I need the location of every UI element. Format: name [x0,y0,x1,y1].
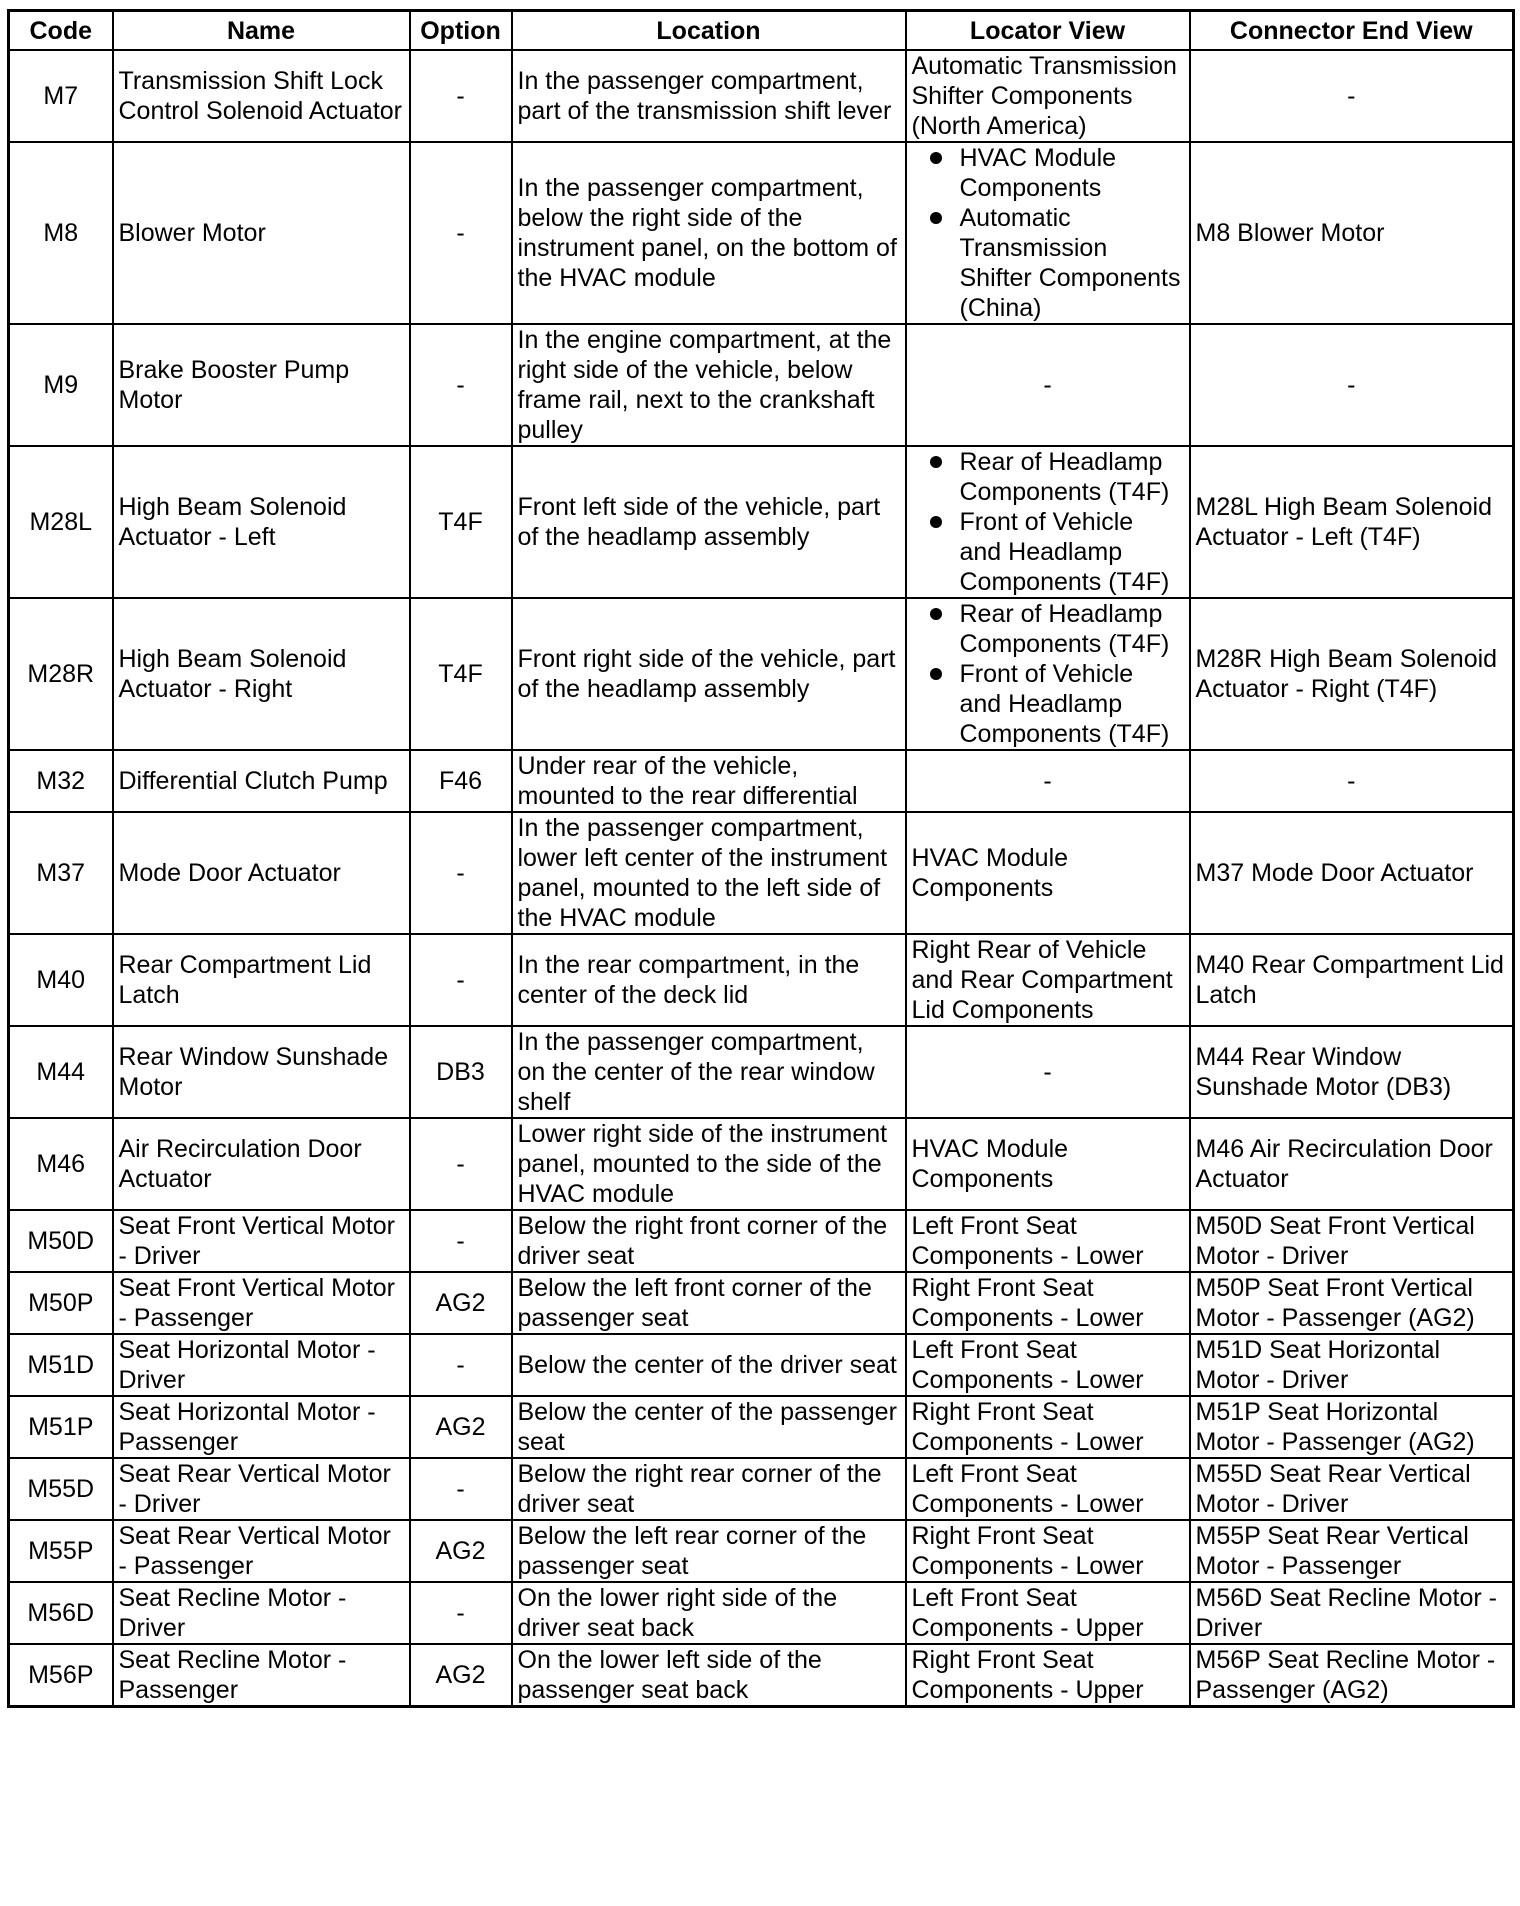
cell-locator-view [906,1118,1190,1210]
cell-option: - [410,1210,512,1272]
cell-locator-view [906,50,1190,142]
table-row [9,934,1514,1026]
location-line: Below the right rear corner of the [517,1460,882,1488]
location-line: Front left side of the vehicle, part [517,493,881,521]
cell-connector-end-view [1190,1334,1514,1396]
cell-connector-end-view [1190,50,1514,142]
cell-name [113,50,410,142]
cell-connector-end-view [1190,1272,1514,1334]
connector-line: M46 Air Recirculation Door [1195,1135,1493,1163]
connector-line: M55P Seat Rear Vertical [1195,1522,1469,1550]
name-line: Seat Horizontal Motor - [118,1398,376,1426]
cell-name [113,598,410,750]
connector-line: M55D Seat Rear Vertical [1195,1460,1471,1488]
connector-line: Actuator [1195,1165,1289,1193]
name-line: High Beam Solenoid [118,493,347,521]
location-line: On the lower right side of the [517,1584,838,1612]
col-header-connector-end-view: Connector End View [1190,11,1514,51]
connector-line: M50D Seat Front Vertical [1195,1212,1475,1240]
cell-location [512,598,906,750]
locator-line: and Headlamp [959,690,1123,718]
cell-code: M40 [9,934,113,1026]
cell-locator-view [906,1026,1190,1118]
locator-bullet-item [960,447,1184,507]
location-line: seat [517,1428,565,1456]
cell-connector-end-view [1190,934,1514,1026]
connector-line: M28R High Beam Solenoid [1195,645,1498,673]
name-line: Rear Window Sunshade [118,1043,389,1071]
locator-line: Front of Vehicle [959,508,1134,536]
locator-line: Right Rear of Vehicle [911,936,1147,964]
location-line: of the headlamp assembly [517,675,810,703]
cell-connector-end-view [1190,1458,1514,1520]
cell-locator-view [906,142,1190,324]
connector-line: Motor - Driver [1195,1242,1349,1270]
cell-location [512,324,906,446]
locator-line: Components - Lower [911,1366,1144,1394]
cell-location [512,50,906,142]
locator-line: Right Front Seat [911,1398,1094,1426]
connector-line: - [1347,371,1356,399]
table-row [9,812,1514,934]
name-line: Seat Recline Motor - [118,1584,347,1612]
connector-line: Latch [1195,981,1257,1009]
locator-line: - [1043,1058,1052,1086]
cell-code: M44 [9,1026,113,1118]
locator-bullet-list [912,143,1184,323]
table-row [9,598,1514,750]
name-line: High Beam Solenoid [118,645,347,673]
connector-line: M8 Blower Motor [1195,219,1385,247]
cell-connector-end-view [1190,446,1514,598]
location-line: passenger seat [517,1304,689,1332]
cell-name [113,1396,410,1458]
cell-location [512,812,906,934]
locator-line: Left Front Seat [911,1336,1077,1364]
location-line: driver seat [517,1490,635,1518]
cell-code: M55D [9,1458,113,1520]
name-line: - Driver [118,1490,201,1518]
cell-name [113,812,410,934]
cell-location [512,1582,906,1644]
name-line: Differential Clutch Pump [118,767,388,795]
connector-line: Passenger (AG2) [1195,1676,1389,1704]
connector-line: Motor - Passenger (AG2) [1195,1304,1475,1332]
location-line: right side of the vehicle, below [517,356,853,384]
locator-line: Right Front Seat [911,1274,1094,1302]
cell-code: M8 [9,142,113,324]
connector-line: Motor - Driver [1195,1366,1349,1394]
location-line: instrument panel, on the bottom of [517,234,897,262]
name-line: Actuator - Left [118,523,276,551]
cell-name [113,446,410,598]
cell-code: M55P [9,1520,113,1582]
name-line: Passenger [118,1676,239,1704]
location-line: pulley [517,416,583,444]
name-line: Transmission Shift Lock [118,67,383,95]
locator-line: - [1043,371,1052,399]
connector-line: M56P Seat Recline Motor - [1195,1646,1496,1674]
name-line: Driver [118,1614,186,1642]
locator-line: Components (T4F) [959,478,1170,506]
cell-option: - [410,142,512,324]
locator-line: Shifter Components [959,264,1181,292]
col-header-option: Option [410,11,512,51]
connector-line: M40 Rear Compartment Lid [1195,951,1504,979]
locator-line: - [1043,767,1052,795]
connector-line: Motor - Passenger [1195,1552,1402,1580]
cell-connector-end-view [1190,142,1514,324]
locator-line: Rear of Headlamp [959,600,1163,628]
locator-line: HVAC Module [959,144,1117,172]
component-locator-table [7,9,1515,1708]
name-line: Seat Rear Vertical Motor [118,1460,391,1488]
cell-locator-view [906,1644,1190,1707]
cell-location [512,1026,906,1118]
cell-location [512,1118,906,1210]
locator-line: Components - Lower [911,1428,1144,1456]
cell-option: - [410,1582,512,1644]
connector-line: - [1347,82,1356,110]
cell-code: M28R [9,598,113,750]
cell-connector-end-view [1190,812,1514,934]
location-line: Below the left rear corner of the [517,1522,867,1550]
locator-bullet-item [960,599,1184,659]
col-header-code: Code [9,11,113,51]
connector-line: Actuator - Left (T4F) [1195,523,1421,551]
cell-location [512,1210,906,1272]
name-line: Mode Door Actuator [118,859,341,887]
col-header-locator-view: Locator View [906,11,1190,51]
location-line: In the passenger compartment, [517,814,864,842]
cell-code: M32 [9,750,113,812]
cell-name [113,934,410,1026]
table-row [9,446,1514,598]
cell-name [113,1520,410,1582]
connector-line: M50P Seat Front Vertical [1195,1274,1473,1302]
name-line: Seat Recline Motor - [118,1646,347,1674]
location-line: Below the center of the driver seat [517,1351,897,1379]
name-line: Brake Booster Pump [118,356,350,384]
cell-option: F46 [410,750,512,812]
cell-code: M7 [9,50,113,142]
location-line: driver seat [517,1242,635,1270]
cell-option: - [410,1458,512,1520]
location-line: Below the center of the passenger [517,1398,897,1426]
cell-option: T4F [410,446,512,598]
location-line: part of the transmission shift lever [517,97,892,125]
location-line: mounted to the rear differential [517,782,858,810]
locator-line: Automatic [959,204,1071,232]
locator-line: HVAC Module [911,844,1069,872]
table-row [9,1520,1514,1582]
cell-option: - [410,50,512,142]
connector-line: M56D Seat Recline Motor - [1195,1584,1498,1612]
name-line: Driver [118,1366,186,1394]
location-line: shelf [517,1088,571,1116]
locator-line: Components - Upper [911,1614,1144,1642]
locator-line: (North America) [911,112,1087,140]
connector-line: M44 Rear Window [1195,1043,1402,1071]
table-row [9,1582,1514,1644]
locator-line: Left Front Seat [911,1584,1077,1612]
cell-option: AG2 [410,1520,512,1582]
cell-code: M50P [9,1272,113,1334]
cell-location [512,750,906,812]
cell-name [113,1272,410,1334]
locator-line: and Headlamp [959,538,1123,566]
cell-connector-end-view [1190,1582,1514,1644]
location-line: Below the right front corner of the [517,1212,888,1240]
cell-location [512,1334,906,1396]
cell-code: M9 [9,324,113,446]
location-line: passenger seat [517,1552,689,1580]
col-header-location: Location [512,11,906,51]
cell-code: M37 [9,812,113,934]
cell-name [113,1644,410,1707]
cell-connector-end-view [1190,1118,1514,1210]
cell-locator-view [906,1396,1190,1458]
cell-connector-end-view [1190,1396,1514,1458]
location-line: In the passenger compartment, [517,67,864,95]
location-line: of the headlamp assembly [517,523,810,551]
locator-bullet-list [912,447,1184,597]
cell-option: DB3 [410,1026,512,1118]
connector-line: Sunshade Motor (DB3) [1195,1073,1452,1101]
name-line: Motor [118,1073,183,1101]
locator-line: (China) [959,294,1042,322]
locator-line: Components - Lower [911,1490,1144,1518]
locator-line: Components - Lower [911,1304,1144,1332]
table-row [9,1118,1514,1210]
connector-line: - [1347,767,1356,795]
cell-location [512,1458,906,1520]
locator-line: Rear of Headlamp [959,448,1163,476]
locator-line: Lid Components [911,996,1094,1024]
table-row [9,1458,1514,1520]
cell-connector-end-view [1190,598,1514,750]
cell-option: - [410,1334,512,1396]
cell-name [113,1118,410,1210]
cell-option: - [410,324,512,446]
table-row [9,1334,1514,1396]
cell-code: M56D [9,1582,113,1644]
locator-line: and Rear Compartment [911,966,1173,994]
cell-connector-end-view [1190,324,1514,446]
cell-connector-end-view [1190,1644,1514,1707]
name-line: - Driver [118,1242,201,1270]
cell-code: M50D [9,1210,113,1272]
cell-locator-view [906,1520,1190,1582]
cell-option: AG2 [410,1272,512,1334]
cell-location [512,934,906,1026]
name-line: Latch [118,981,180,1009]
cell-location [512,1520,906,1582]
table-row [9,324,1514,446]
location-line: lower left center of the instrument [517,844,888,872]
connector-line: M51D Seat Horizontal [1195,1336,1441,1364]
table-row [9,1644,1514,1707]
location-line: frame rail, next to the crankshaft [517,386,875,414]
cell-locator-view [906,812,1190,934]
cell-option: - [410,934,512,1026]
connector-line: M51P Seat Horizontal [1195,1398,1439,1426]
location-line: below the right side of the [517,204,803,232]
name-line: Blower Motor [118,219,266,247]
locator-line: Components (T4F) [959,568,1170,596]
locator-bullet-item [960,659,1184,749]
cell-code: M51P [9,1396,113,1458]
cell-option: AG2 [410,1644,512,1707]
locator-line: Components [911,1165,1054,1193]
locator-line: Automatic Transmission [911,52,1177,80]
cell-name [113,1026,410,1118]
cell-name [113,1458,410,1520]
locator-bullet-item [960,143,1184,203]
location-line: on the center of the rear window [517,1058,875,1086]
cell-option: - [410,1118,512,1210]
cell-location [512,142,906,324]
cell-locator-view [906,1210,1190,1272]
locator-line: Components [959,174,1102,202]
location-line: driver seat back [517,1614,694,1642]
cell-name [113,750,410,812]
locator-line: Left Front Seat [911,1212,1077,1240]
table-row [9,1396,1514,1458]
cell-location [512,446,906,598]
locator-bullet-item [960,203,1184,323]
connector-line: M28L High Beam Solenoid [1195,493,1492,521]
locator-line: Components (T4F) [959,630,1170,658]
name-line: Rear Compartment Lid [118,951,372,979]
location-line: On the lower left side of the [517,1646,822,1674]
cell-code: M28L [9,446,113,598]
location-line: the HVAC module [517,264,716,292]
connector-line: Driver [1195,1614,1263,1642]
table-row [9,1272,1514,1334]
cell-location [512,1396,906,1458]
cell-connector-end-view [1190,1026,1514,1118]
name-line: Seat Front Vertical Motor [118,1212,396,1240]
cell-locator-view [906,1458,1190,1520]
locator-bullet-list [912,599,1184,749]
locator-line: Components - Lower [911,1552,1144,1580]
locator-bullet-item [960,507,1184,597]
location-line: Front right side of the vehicle, part [517,645,896,673]
name-line: Control Solenoid Actuator [118,97,403,125]
cell-location [512,1272,906,1334]
location-line: Below the left front corner of the [517,1274,872,1302]
cell-locator-view [906,1334,1190,1396]
table-row [9,1026,1514,1118]
cell-name [113,324,410,446]
connector-line: Motor - Passenger (AG2) [1195,1428,1475,1456]
cell-connector-end-view [1190,1520,1514,1582]
name-line: Passenger [118,1428,239,1456]
name-line: Motor [118,386,183,414]
locator-line: HVAC Module [911,1135,1069,1163]
locator-line: Components - Upper [911,1676,1144,1704]
cell-name [113,1334,410,1396]
cell-locator-view [906,598,1190,750]
cell-name [113,1582,410,1644]
cell-name [113,1210,410,1272]
locator-line: Transmission [959,234,1108,262]
table-row [9,50,1514,142]
location-line: center of the deck lid [517,981,749,1009]
name-line: Actuator [118,1165,212,1193]
location-line: In the passenger compartment, [517,174,864,202]
locator-line: Left Front Seat [911,1460,1077,1488]
name-line: Seat Front Vertical Motor [118,1274,396,1302]
location-line: passenger seat back [517,1676,749,1704]
locator-line: Front of Vehicle [959,660,1134,688]
cell-connector-end-view [1190,750,1514,812]
location-line: the HVAC module [517,904,716,932]
name-line: Air Recirculation Door [118,1135,362,1163]
cell-connector-end-view [1190,1210,1514,1272]
cell-locator-view [906,750,1190,812]
cell-option: - [410,812,512,934]
location-line: In the engine compartment, at the [517,326,892,354]
cell-locator-view [906,324,1190,446]
name-line: - Passenger [118,1304,254,1332]
locator-line: Right Front Seat [911,1522,1094,1550]
locator-line: Components [911,874,1054,902]
cell-locator-view [906,934,1190,1026]
name-line: Seat Rear Vertical Motor [118,1522,391,1550]
col-header-name: Name [113,11,410,51]
name-line: Actuator - Right [118,675,293,703]
cell-code: M56P [9,1644,113,1707]
location-line: HVAC module [517,1180,675,1208]
locator-line: Components (T4F) [959,720,1170,748]
cell-code: M51D [9,1334,113,1396]
location-line: panel, mounted to the side of the [517,1150,882,1178]
locator-line: Shifter Components [911,82,1133,110]
location-line: Under rear of the vehicle, [517,752,799,780]
location-line: panel, mounted to the left side of [517,874,881,902]
header-row [9,11,1514,51]
cell-option: T4F [410,598,512,750]
table-row [9,1210,1514,1272]
cell-locator-view [906,1272,1190,1334]
locator-line: Components - Lower [911,1242,1144,1270]
location-line: In the rear compartment, in the [517,951,860,979]
cell-code: M46 [9,1118,113,1210]
cell-location [512,1644,906,1707]
connector-line: M37 Mode Door Actuator [1195,859,1474,887]
cell-locator-view [906,446,1190,598]
table-row [9,750,1514,812]
location-line: Lower right side of the instrument [517,1120,888,1148]
cell-locator-view [906,1582,1190,1644]
connector-line: Actuator - Right (T4F) [1195,675,1438,703]
connector-line: Motor - Driver [1195,1490,1349,1518]
cell-name [113,142,410,324]
location-line: In the passenger compartment, [517,1028,864,1056]
name-line: - Passenger [118,1552,254,1580]
name-line: Seat Horizontal Motor - [118,1336,376,1364]
locator-line: Right Front Seat [911,1646,1094,1674]
cell-option: AG2 [410,1396,512,1458]
table-row [9,142,1514,324]
